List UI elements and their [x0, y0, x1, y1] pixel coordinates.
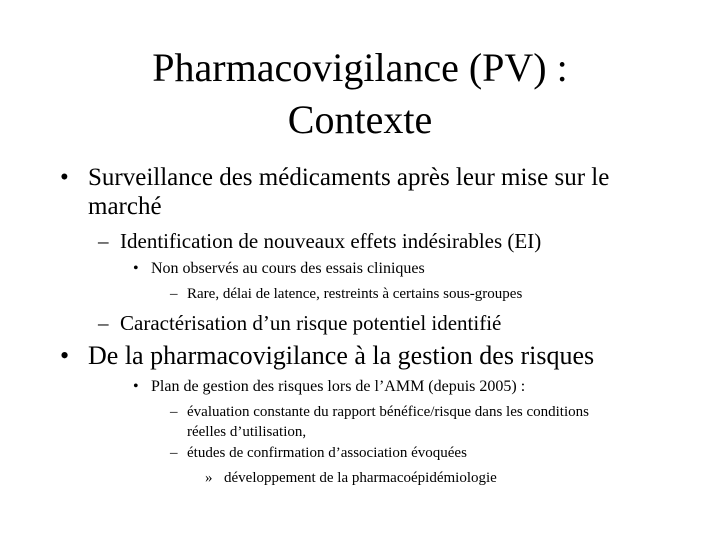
bullet-dot-icon: •	[60, 164, 69, 191]
bullet-dot-icon: •	[60, 341, 70, 370]
bullet-text: Rare, délai de latence, restreints à certains sous-groupes	[187, 286, 523, 302]
bullet-dash-icon: –	[170, 445, 178, 461]
bullet-text: Identification de nouveaux effets indésirables (EI)	[120, 229, 542, 253]
bullet-dot-icon: •	[133, 378, 139, 395]
bullet-text: Caractérisation d’un risque potentiel identifié	[120, 311, 502, 335]
bullet-text: De la pharmacovigilance à la gestion des risques	[88, 341, 595, 370]
raquo-bullet-icon: »	[205, 470, 213, 486]
bullet-text: développement de la pharmacoépidémiologie	[224, 470, 497, 486]
bullet-dot-icon: •	[133, 260, 139, 277]
title-line-2: Contexte	[287, 97, 433, 142]
bullet-text: études de confirmation d’association évoquées	[187, 445, 467, 461]
bullet-dash-icon: –	[98, 311, 109, 335]
bullet-text: Plan de gestion des risques lors de l’AMM (depuis 2005) :	[151, 378, 526, 395]
bullet-dash-icon: –	[170, 286, 178, 302]
bullet-text: Surveillance des médicaments après leur mise sur le marché	[88, 164, 610, 220]
bullet-text: Non observés au cours des essais cliniques	[151, 260, 425, 277]
slide-title	[90, 42, 630, 146]
title-line-1: Pharmacovigilance (PV) :	[152, 45, 568, 90]
bullet-dash-icon: –	[170, 404, 178, 420]
bullet-text: évaluation constante du rapport bénéfice/risque dans les conditions réelles d’utilisation,	[187, 404, 589, 440]
bullet-dash-icon: –	[98, 229, 109, 253]
